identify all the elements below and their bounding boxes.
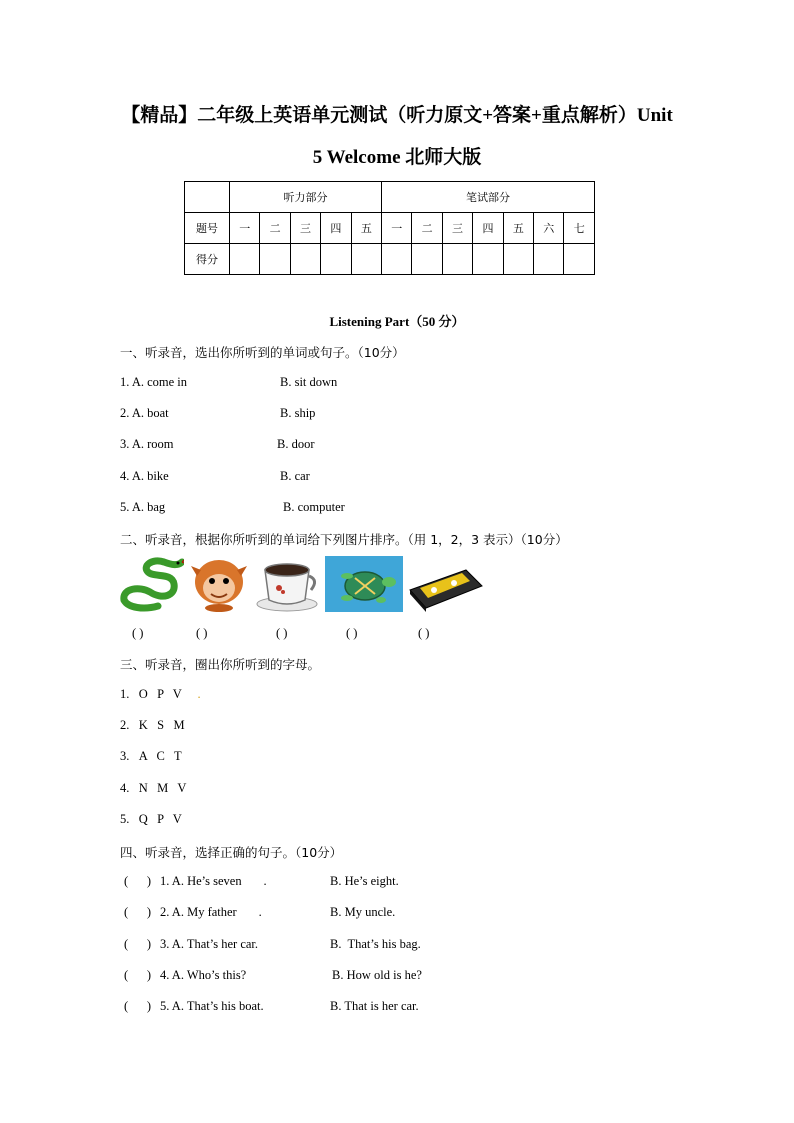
monkey-icon — [187, 556, 251, 612]
col-header: 五 — [351, 213, 381, 244]
part1-item-3-a: 3. A. room — [120, 437, 174, 451]
part3-item-5: 5. Q P V — [120, 812, 182, 826]
part3-item-4: 4. N M V — [120, 781, 187, 795]
score-cell[interactable] — [321, 244, 351, 275]
part4-answer-blank-2[interactable]: ( ) — [124, 905, 152, 919]
part4-item-2-b: B. My uncle. — [330, 905, 396, 919]
row-label-score: 得分 — [185, 244, 230, 275]
part4-answer-blank-1[interactable]: ( ) — [124, 874, 152, 888]
part4-item-5-a: 5. A. That’s his boat. — [160, 999, 264, 1013]
part4-item-1-b: B. He’s eight. — [330, 874, 399, 888]
col-header: 一 — [382, 213, 412, 244]
snake-icon — [118, 556, 184, 612]
part2-answer-blank-3[interactable]: ( ) — [276, 626, 288, 640]
score-cell[interactable] — [351, 244, 381, 275]
part1-item-2-b: B. ship — [280, 406, 316, 420]
part2-answer-blank-2[interactable]: ( ) — [196, 626, 208, 640]
part4-item-3-a: 3. A. That’s her car. — [160, 937, 259, 951]
part1-item-3-b: B. door — [277, 437, 315, 451]
part2-answer-blank-4[interactable]: ( ) — [346, 626, 358, 640]
part1-item-1-b: B. sit down — [280, 375, 338, 389]
score-cell[interactable] — [290, 244, 320, 275]
part1-item-5-a: 5. A. bag — [120, 500, 166, 514]
score-cell[interactable] — [564, 244, 595, 275]
part4-item-1-a: 1. A. He’s seven . — [160, 874, 267, 888]
col-header: 二 — [260, 213, 290, 244]
score-cell[interactable] — [412, 244, 442, 275]
score-table-corner — [185, 182, 230, 213]
score-cell[interactable] — [503, 244, 533, 275]
turtle-icon — [325, 556, 403, 612]
part3-item-2: 2. K S M — [120, 718, 185, 732]
score-cell[interactable] — [230, 244, 260, 275]
score-cell[interactable] — [382, 244, 412, 275]
part1-item-4-b: B. car — [280, 469, 310, 483]
part4-heading: 四、听录音，选择正确的句子。（10分） — [120, 845, 343, 860]
document-title-line1: 【精品】二年级上英语单元测试（听力原文+答案+重点解析）Unit — [121, 105, 673, 126]
written-header: 笔试部分 — [382, 182, 595, 213]
part4-item-3-b: B. That’s his bag. — [330, 937, 421, 951]
col-header: 五 — [503, 213, 533, 244]
col-header: 一 — [230, 213, 260, 244]
part4-answer-blank-3[interactable]: ( ) — [124, 937, 152, 951]
part4-answer-blank-5[interactable]: ( ) — [124, 999, 152, 1013]
col-header: 七 — [564, 213, 595, 244]
part2-answer-blank-5[interactable]: ( ) — [418, 626, 430, 640]
part2-heading: 二、听录音，根据你所听到的单词给下列图片排序。（用 1，2，3 表示）（10分） — [120, 532, 568, 547]
cup-icon — [253, 556, 321, 612]
video-tape-icon — [404, 556, 486, 612]
score-cell[interactable] — [260, 244, 290, 275]
part1-item-2-a: 2. A. boat — [120, 406, 169, 420]
part3-item-1: 1. O P V . — [120, 687, 201, 701]
score-table — [184, 181, 595, 275]
document-title-line2: 5 Welcome 北师大版 — [312, 147, 482, 168]
part4-item-4-b: B. How old is he? — [332, 968, 422, 982]
score-cell[interactable] — [442, 244, 472, 275]
col-header: 三 — [442, 213, 472, 244]
section-title: Listening Part（50 分） — [329, 314, 465, 329]
part1-item-5-b: B. computer — [283, 500, 345, 514]
part4-item-2-a: 2. A. My father . — [160, 905, 262, 919]
listening-header: 听力部分 — [230, 182, 382, 213]
score-cell[interactable] — [534, 244, 564, 275]
col-header: 四 — [321, 213, 351, 244]
part3-item-3: 3. A C T — [120, 749, 182, 763]
part2-answer-blank-1[interactable]: ( ) — [132, 626, 144, 640]
part1-item-4-a: 4. A. bike — [120, 469, 169, 483]
part1-heading: 一、听录音，选出你所听到的单词或句子。（10分） — [120, 345, 405, 360]
part1-item-1-a: 1. A. come in — [120, 375, 188, 389]
part4-item-4-a: 4. A. Who’s this? — [160, 968, 247, 982]
row-label-number: 题号 — [185, 213, 230, 244]
part4-item-5-b: B. That is her car. — [330, 999, 419, 1013]
part4-answer-blank-4[interactable]: ( ) — [124, 968, 152, 982]
score-cell[interactable] — [473, 244, 503, 275]
col-header: 二 — [412, 213, 442, 244]
col-header: 三 — [290, 213, 320, 244]
part3-heading: 三、听录音，圈出你所听到的字母。 — [120, 657, 321, 672]
col-header: 六 — [534, 213, 564, 244]
col-header: 四 — [473, 213, 503, 244]
